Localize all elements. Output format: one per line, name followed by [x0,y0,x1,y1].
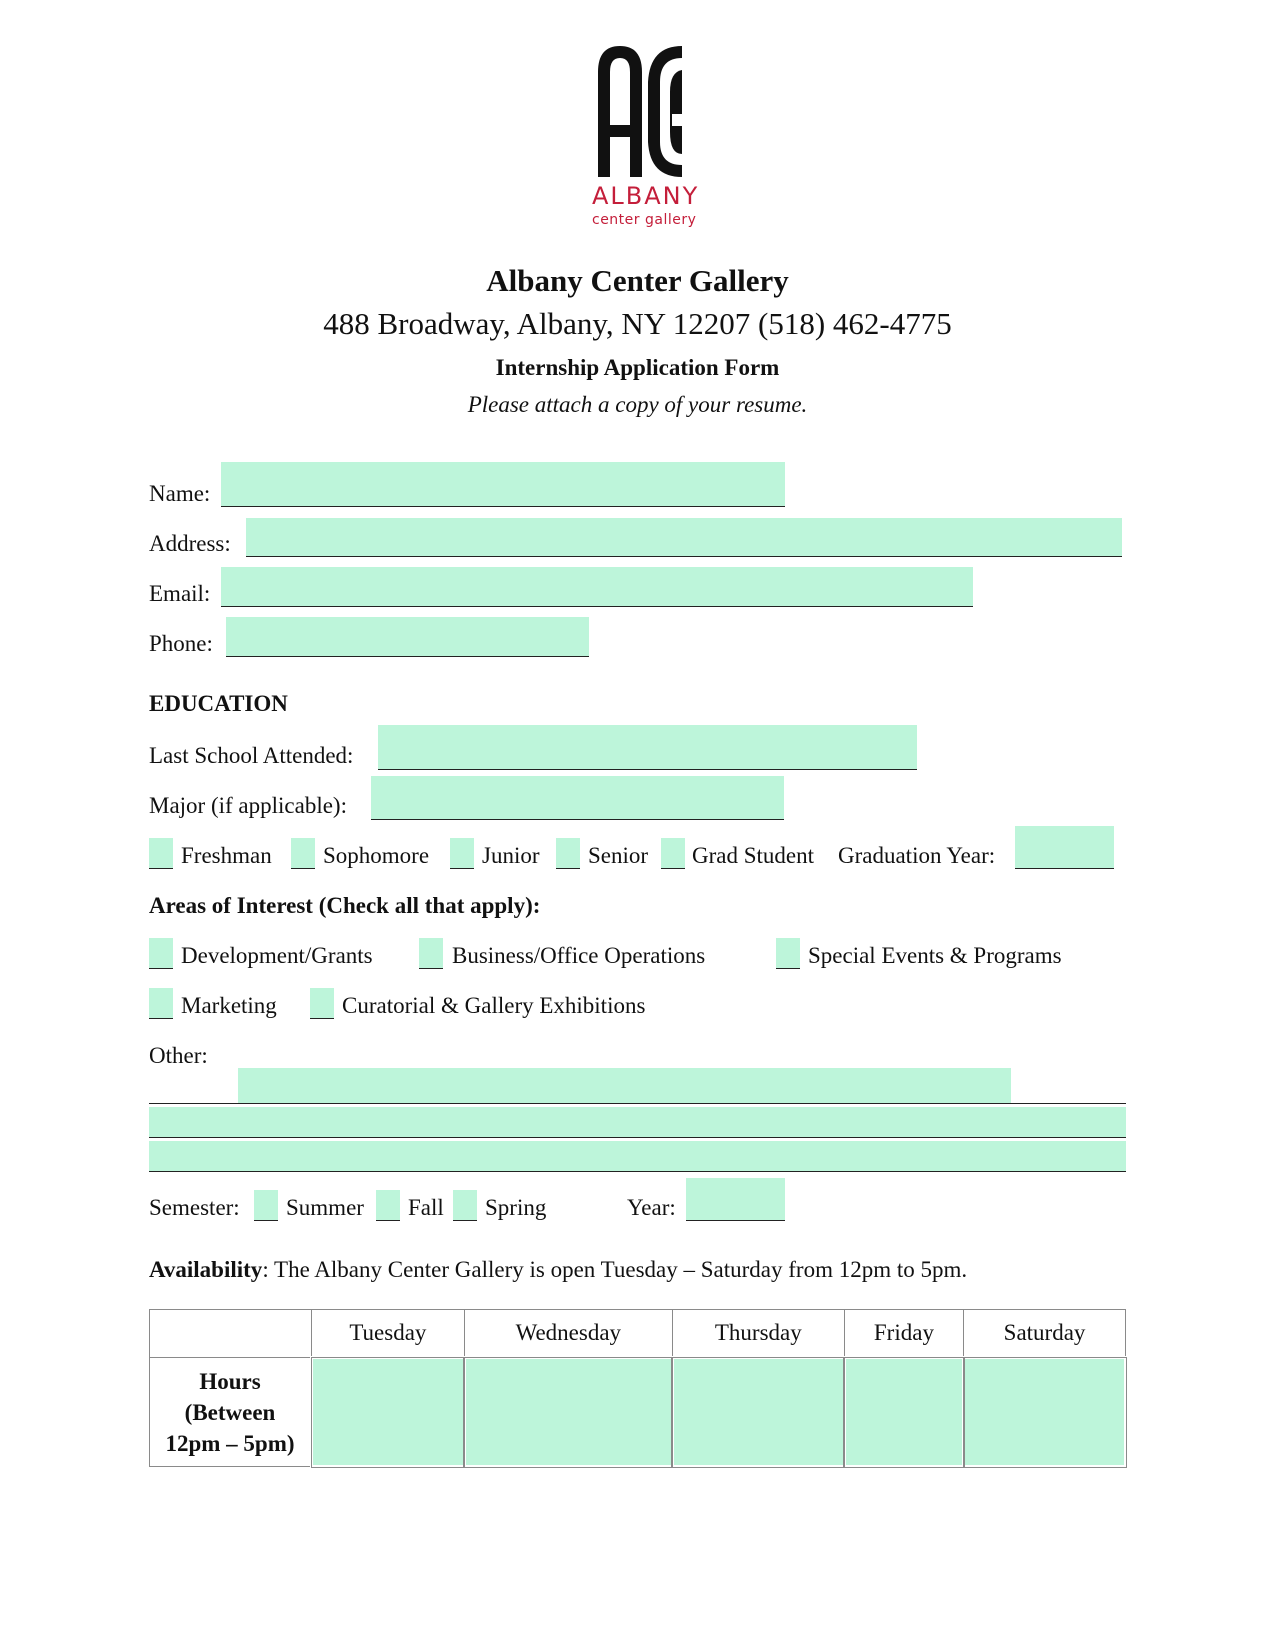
org-name: Albany Center Gallery [486,263,789,298]
school-underline [378,769,917,770]
spring-checkbox[interactable] [453,1190,477,1221]
availability-hours-row [150,1358,1126,1467]
summer-label: Summer [286,1195,364,1220]
spring-label: Spring [485,1195,547,1220]
phone-underline [226,656,589,657]
other-field-line1[interactable] [238,1068,1011,1103]
curatorial-checkbox[interactable] [310,988,334,1019]
address-field[interactable] [246,518,1122,556]
freshman-label: Freshman [181,843,272,868]
marketing-label: Marketing [181,993,277,1018]
development-grants-checkbox[interactable] [149,938,173,969]
semester-year-field[interactable] [686,1178,785,1220]
name-underline [221,506,785,507]
hours-label-line3: 12pm – 5pm) [165,1430,295,1456]
year-label: Year: [627,1195,676,1220]
junior-label: Junior [482,843,540,868]
semester-year-underline [686,1220,785,1221]
curatorial-label: Curatorial & Gallery Exhibitions [342,993,646,1018]
junior-checkbox[interactable] [450,838,474,869]
fall-label: Fall [408,1195,444,1220]
table-corner-cell [150,1310,312,1358]
name-field[interactable] [221,462,785,506]
address-line: 488 Broadway, Albany, NY 12207 (518) 462-4775 [323,306,952,341]
grad-student-label: Grad Student [692,843,815,868]
special-events-checkbox[interactable] [776,938,800,969]
hours-thursday-field[interactable] [672,1358,844,1467]
business-operations-checkbox[interactable] [419,938,443,969]
grad-student-checkbox[interactable] [661,838,685,869]
ag-monogram-icon [590,42,700,187]
summer-checkbox[interactable] [254,1190,278,1221]
availability-table [149,1309,1127,1468]
address-label: Address: [149,531,231,556]
address-underline [246,556,1122,557]
sophomore-label: Sophomore [323,843,430,868]
form-title: Internship Application Form [495,355,780,380]
special-events-label: Special Events & Programs [808,943,1062,968]
sophomore-checkbox[interactable] [291,838,315,869]
day-saturday: Saturday [964,1310,1126,1358]
graduation-year-label: Graduation Year: [838,843,996,868]
school-label: Last School Attended: [149,743,354,768]
semester-label: Semester: [149,1195,240,1220]
hours-wednesday-field[interactable] [464,1358,672,1467]
hours-row-label [150,1358,312,1467]
development-grants-label: Development/Grants [181,943,373,968]
school-field[interactable] [378,725,917,769]
major-underline [371,819,784,820]
name-label: Name: [149,481,211,506]
availability-description: : The Albany Center Gallery is open Tuesday – Saturday from 12pm to 5pm. [262,1257,968,1282]
other-field-line2[interactable] [149,1107,1126,1137]
day-thursday: Thursday [672,1310,844,1358]
other-field-line3[interactable] [149,1141,1126,1171]
hours-label-line2: (Between [184,1399,276,1425]
hours-saturday-field[interactable] [964,1358,1126,1467]
senior-checkbox[interactable] [556,838,580,869]
hours-tuesday-field[interactable] [312,1358,465,1467]
hours-friday-field[interactable] [844,1358,963,1467]
graduation-year-underline [1015,868,1114,869]
other-underline1 [149,1103,1126,1104]
day-tuesday: Tuesday [312,1310,465,1358]
business-operations-label: Business/Office Operations [452,943,706,968]
major-field[interactable] [371,776,784,819]
freshman-checkbox[interactable] [149,838,173,869]
hours-label-line1: Hours [199,1368,261,1394]
logo-line1: ALBANY [592,182,700,210]
email-label: Email: [149,581,211,606]
fall-checkbox[interactable] [376,1190,400,1221]
other-label: Other: [149,1043,208,1068]
availability-label: Availability [149,1257,263,1282]
education-heading: EDUCATION [149,691,288,716]
day-wednesday: Wednesday [464,1310,672,1358]
senior-label: Senior [588,843,649,868]
graduation-year-field[interactable] [1015,826,1114,868]
availability-header-row [150,1310,1126,1358]
gallery-logo [590,42,700,232]
major-label: Major (if applicable): [149,793,347,818]
logo-line2: center gallery [592,212,697,228]
other-underline2 [149,1137,1126,1138]
marketing-checkbox[interactable] [149,988,173,1019]
resume-instruction: Please attach a copy of your resume. [467,392,808,417]
email-underline [221,606,973,607]
other-underline3 [149,1171,1126,1172]
email-field[interactable] [221,567,973,606]
availability-text [149,1256,967,1284]
interests-heading: Areas of Interest (Check all that apply): [149,893,541,918]
phone-label: Phone: [149,631,213,656]
phone-field[interactable] [226,617,589,656]
day-friday: Friday [844,1310,963,1358]
